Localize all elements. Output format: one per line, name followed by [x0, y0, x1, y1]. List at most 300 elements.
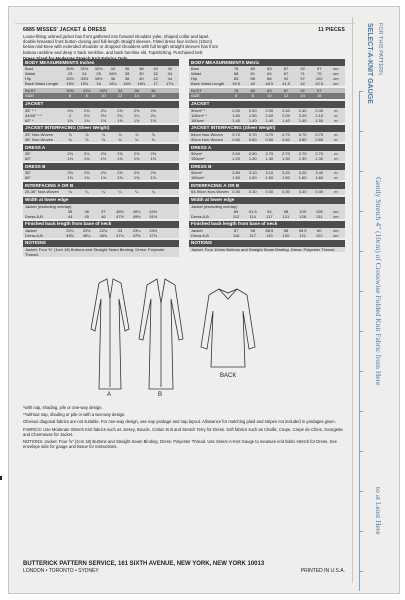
- cell: 44: [167, 76, 173, 82]
- cell: 17: [153, 81, 158, 87]
- yardage-block: [23, 182, 179, 194]
- ruler-tick: [360, 291, 363, 292]
- cell: 2.40: [282, 107, 290, 113]
- yardage-heading: DRESS A: [23, 144, 179, 151]
- cell: 1⅜: [150, 156, 157, 162]
- cell: 30½: [66, 66, 75, 71]
- cell: 2⅛: [100, 112, 107, 118]
- cell: 40: [139, 76, 144, 82]
- row-label: BUST: [191, 88, 202, 94]
- cell: 28: [124, 71, 130, 77]
- gauge-instruction: Gently Stretch 4" (10cm) of Crosswise Folded Knit Fabric from Here: [374, 177, 383, 386]
- yardage-heading: NOTIONS: [189, 240, 345, 247]
- row-label: Waist: [25, 71, 35, 77]
- cell: 1⅝: [117, 175, 123, 181]
- cell: 24: [82, 71, 87, 77]
- yardage-body: [189, 228, 345, 238]
- row-label: 25" Non-Woven: [25, 131, 54, 137]
- cell: 0.70: [315, 131, 324, 137]
- gauge-for-pattern: FOR THIS PATTERN: [377, 23, 383, 75]
- ruler-tick: [360, 331, 363, 332]
- cell: 2.70: [315, 151, 324, 157]
- cell: 46¾: [99, 232, 108, 238]
- cell: 23: [67, 71, 73, 77]
- cell: [163, 137, 177, 142]
- row-label: Jacket (excluding overlap): [191, 203, 238, 209]
- yardage-body: [23, 132, 179, 142]
- cell: m: [334, 175, 338, 181]
- cell: 44: [67, 213, 73, 219]
- pattern-number: 6885 MISSES' JACKET & DRESS: [23, 27, 107, 33]
- row-label: 90cm*: [191, 151, 203, 157]
- cell: 1.40: [248, 117, 257, 123]
- yardage-block: [23, 163, 179, 180]
- cell: 45¾: [66, 232, 75, 238]
- cell: 0.30: [265, 189, 274, 195]
- row-values: [229, 156, 343, 161]
- cell: ¾: [134, 136, 139, 142]
- label-a: A: [107, 392, 112, 398]
- chart-row: [189, 214, 345, 219]
- cell: ¼: [101, 189, 106, 195]
- cell: 116: [232, 232, 240, 238]
- cell: 117: [249, 232, 256, 238]
- inches-chart: [23, 59, 179, 259]
- chart-row: [23, 118, 179, 123]
- yardage-charts: [23, 59, 345, 257]
- edge-mark: [0, 476, 2, 480]
- chart-row: [23, 93, 179, 98]
- cell: 67: [283, 71, 289, 77]
- measurements-heading: BODY MEASUREMENTS Metric: [189, 59, 345, 66]
- row-label: Dress A,B: [191, 213, 209, 219]
- cell: 61: [250, 71, 255, 77]
- cell: 94: [267, 208, 272, 214]
- cell: 41.5: [282, 81, 290, 87]
- pattern-header: [23, 27, 345, 33]
- cell: 64: [267, 71, 272, 77]
- chart-row: [189, 156, 345, 161]
- yardage-heading: JACKET: [23, 101, 179, 108]
- cell: ¼: [151, 189, 155, 195]
- cell: 1.30: [265, 156, 274, 162]
- cell: m: [334, 107, 338, 113]
- yardage-body: [23, 108, 179, 123]
- size-block: [189, 88, 345, 98]
- cell: 38: [139, 66, 144, 71]
- cell: ¼: [134, 189, 139, 195]
- cell: 1.30: [282, 156, 290, 162]
- cell: 1.50: [232, 175, 241, 181]
- row-values: [63, 214, 177, 219]
- cell: 2⅝: [67, 170, 73, 176]
- cell: 60: [317, 227, 322, 233]
- jacket-back-drawing: [201, 289, 255, 367]
- yardage-body: [189, 247, 345, 252]
- cell: 1⅝: [133, 175, 140, 181]
- cell: [163, 175, 177, 180]
- cell: 2⅝: [100, 170, 107, 176]
- yardage-block: [23, 144, 179, 161]
- yardage-heading: NOTIONS: [23, 240, 179, 247]
- row-label: SIZE: [191, 93, 200, 99]
- row-label: Dress A,B: [25, 232, 43, 238]
- chart-row: [23, 214, 179, 219]
- cell: 1⅝: [100, 117, 107, 123]
- cell: 40½: [132, 208, 141, 214]
- cell: cm: [333, 227, 339, 233]
- cell: 1⅝: [117, 117, 123, 123]
- row-values: [229, 93, 343, 98]
- cell: 0.30: [232, 189, 241, 195]
- pattern-description: Loose-fitting unlined jacket has front gathered into forward shoulder yoke, shaped collar and lapel, double breasted front button closing and full-length straight sleeves. Fitted dress four inches (10cm) below mid-knee with extended shoulder or dropped shoulders with full length straight sleeves has front bateau neckline and deep V back neckline, and back hemline slit. Topstitching. Purchased belt.: [23, 34, 218, 55]
- yardage-body: [189, 170, 345, 180]
- cell: 26½: [108, 71, 117, 77]
- row-values: [63, 156, 177, 161]
- yardage-block: [189, 163, 345, 180]
- cell: 1.40: [232, 117, 241, 123]
- cell: 119: [266, 232, 273, 238]
- cell: cm: [333, 81, 339, 87]
- cell: 34: [117, 88, 123, 94]
- cell: 49½: [132, 213, 141, 219]
- cell: m: [334, 112, 338, 118]
- publisher-address: BUTTERICK PATTERN SERVICE, 161 SIXTH AVENUE, NEW YORK, NEW YORK 10013: [23, 561, 265, 567]
- cell: [163, 118, 177, 123]
- cell: ⅞: [151, 131, 155, 137]
- chart-row: [23, 189, 179, 194]
- yardage-block: [23, 240, 179, 257]
- cell: 2.40: [298, 107, 307, 113]
- cell: 17¼: [165, 81, 174, 87]
- cell: 58: [250, 227, 255, 233]
- cell: 34: [167, 71, 173, 77]
- row-label: Bust: [191, 66, 200, 71]
- cell: 23½: [149, 227, 158, 233]
- row-label: Back Waist Length: [191, 81, 225, 87]
- cell: 46¼: [82, 232, 91, 238]
- cell: 92: [300, 88, 305, 94]
- cell: cm: [333, 232, 339, 238]
- cell: [329, 93, 343, 98]
- note-notions: NOTIONS: Jacket: Four ⅝" (1cm 18) Buttons and Straight Seam Binding. Dress: Polyester Thread. Use Select-A-Knit Gauge to measure knit fabric stretch for Dress. See envelope side for gauge and tissue for instructions.: [23, 439, 337, 450]
- cell: 42.5: [315, 81, 324, 87]
- cell: ¾: [101, 136, 106, 142]
- cell: 16: [96, 81, 101, 87]
- cell: 1.60: [298, 175, 307, 181]
- ruler-tick: [360, 251, 363, 252]
- cell: 47½: [132, 232, 141, 238]
- row-label: 35" * *: [25, 107, 37, 113]
- cell: 38: [151, 88, 156, 94]
- cell: 42: [167, 66, 173, 71]
- row-label: Waist: [191, 71, 201, 77]
- cell: 87: [283, 66, 289, 71]
- yardage-block: [189, 197, 345, 219]
- cell: m: [334, 136, 338, 142]
- cell: 12: [117, 93, 123, 99]
- yardage-body: [189, 132, 345, 142]
- dress-b-drawing: [139, 279, 183, 389]
- cell: 102: [315, 76, 323, 82]
- cell: 1⅝: [83, 175, 90, 181]
- cell: 0.30: [298, 189, 307, 195]
- cell: 34: [110, 66, 116, 71]
- envelope-flap-line: [15, 13, 355, 24]
- cell: 1⅜: [83, 156, 90, 162]
- cell: 2⅝: [83, 170, 90, 176]
- yardage-block: [189, 101, 345, 123]
- cell: 2⅝: [133, 107, 140, 113]
- cell: 0.30: [315, 189, 324, 195]
- cell: 0.30: [248, 189, 257, 195]
- cell: 32½: [66, 76, 75, 82]
- cell: 1⅝: [67, 117, 73, 123]
- cell: 91.5: [248, 208, 257, 214]
- yardage-body: [23, 170, 179, 180]
- yardage-body: [23, 189, 179, 194]
- cell: 78: [233, 88, 239, 94]
- cell: ¾: [118, 136, 122, 142]
- row-label: Bust: [25, 66, 34, 71]
- cell: 1⅝: [83, 117, 90, 123]
- cell: 97: [300, 76, 305, 82]
- cell: 2⅝: [117, 107, 123, 113]
- cell: 6: [69, 93, 72, 99]
- cities: LONDON • TORONTO • SYDNEY: [23, 568, 99, 574]
- yardage-block: [23, 125, 179, 142]
- yardage-block: [189, 125, 345, 142]
- ruler-tick: [360, 91, 363, 92]
- cell: 2⅝: [150, 170, 157, 176]
- cell: 2.00: [265, 107, 274, 113]
- cell: 92: [283, 76, 289, 82]
- row-label: Back Waist Length: [25, 81, 59, 87]
- cell: 3.10: [265, 170, 274, 176]
- cell: ⅞: [68, 131, 72, 137]
- cell: 1⅝: [67, 175, 73, 181]
- cell: m: [334, 189, 338, 195]
- yardage-body: [189, 151, 345, 161]
- yardage-body: [23, 247, 179, 257]
- cell: 2.00: [248, 107, 257, 113]
- cell: 47¾: [149, 232, 158, 238]
- row-values: [229, 214, 343, 219]
- yardage-heading: INTERFACING A OR B: [189, 182, 345, 189]
- cell: 2⅝: [150, 151, 157, 157]
- cell: 1⅝: [100, 175, 107, 181]
- cell: 1.90: [248, 112, 257, 118]
- cell: 1.80: [232, 112, 241, 118]
- metric-chart: [189, 59, 345, 254]
- city-line: [23, 568, 345, 575]
- cell: 2.00: [298, 112, 307, 118]
- cell: 23: [117, 227, 123, 233]
- cell: ¼: [85, 189, 89, 195]
- chart-row: [189, 118, 345, 123]
- cell: 16: [317, 93, 322, 99]
- cell: 2.60: [248, 151, 257, 157]
- row-values: [229, 175, 343, 180]
- yardage-heading: JACKET INTERFACING (Sheer Weight): [23, 125, 179, 132]
- cell: 36: [124, 66, 130, 71]
- cell: 117: [266, 213, 273, 219]
- cell: 1⅜: [67, 156, 73, 162]
- cell: 2.70: [265, 151, 274, 157]
- label-back: BACK: [220, 373, 237, 379]
- chart-row: [189, 233, 345, 238]
- cell: 1.60: [315, 175, 324, 181]
- cell: 2.00: [282, 112, 290, 118]
- cell: 0.60: [298, 136, 307, 142]
- yardage-heading: DRESS A: [189, 144, 345, 151]
- cell: 2¼: [133, 112, 140, 118]
- row-label: 64cm Non-Woven: [191, 131, 223, 137]
- yardage-heading: Width at lower edge: [23, 197, 179, 204]
- cell: 1.40: [298, 117, 307, 123]
- cell: 14: [300, 93, 305, 99]
- cell: 1.40: [265, 117, 274, 123]
- yardage-heading: Finished back length from base of neck: [189, 221, 345, 228]
- cell: 2: [69, 112, 72, 118]
- cell: 47¼: [116, 232, 124, 238]
- cell: 89: [233, 208, 239, 214]
- row-label: SIZE: [25, 93, 34, 99]
- cell: 38: [124, 76, 130, 82]
- publisher-footer: [23, 561, 345, 575]
- cell: [163, 93, 177, 98]
- ruler-tick: [360, 211, 363, 212]
- yardage-block: [189, 240, 345, 252]
- cell: 2⅝: [133, 151, 140, 157]
- measurements-body: [23, 66, 179, 86]
- row-label: 35": [25, 170, 31, 176]
- row-label: 60" *: [25, 117, 34, 123]
- cell: 1.30: [298, 156, 307, 162]
- cell: ⅞: [134, 131, 139, 137]
- cell: 0.30: [282, 189, 290, 195]
- chart-row: [189, 81, 345, 86]
- cell: ⅞: [101, 131, 106, 137]
- cell: 112: [232, 213, 240, 219]
- cell: cm: [333, 208, 339, 214]
- ruler-tick: [360, 491, 363, 492]
- cell: 98: [283, 208, 289, 214]
- yardage-heading: JACKET: [189, 101, 345, 108]
- row-label: Jacket: [25, 227, 37, 233]
- measurements-body: [189, 66, 345, 86]
- cell: 92: [300, 66, 305, 71]
- row-values: [229, 233, 343, 238]
- yardage-body: [23, 228, 179, 238]
- cell: 80: [250, 66, 255, 71]
- row-values: [229, 118, 343, 123]
- yardage-block: [189, 221, 345, 238]
- row-label: 150cm*: [191, 117, 205, 123]
- cell: 15¾: [80, 81, 89, 87]
- cell: m: [334, 131, 338, 137]
- cell: 35: [67, 208, 73, 214]
- note-without-nap: **without nap, shading or pile or with a two-way design.: [23, 412, 126, 418]
- cell: cm: [333, 76, 339, 82]
- cell: 10: [267, 93, 272, 99]
- cell: cm: [333, 213, 339, 219]
- cell: 42: [153, 76, 158, 82]
- yardage-block: [189, 182, 345, 194]
- cell: 1⅝: [150, 117, 157, 123]
- measurements-block: [23, 59, 179, 86]
- cell: 16¾: [137, 81, 146, 87]
- cell: [163, 189, 177, 194]
- cell: 0.60: [282, 136, 290, 142]
- row-values: [63, 81, 177, 86]
- notions-text: Jacket: Four 10mm Buttons and Straight Seam Binding. Dress: Polyester Thread.: [191, 246, 335, 252]
- yardage-body: [189, 108, 345, 123]
- yardage-heading: JACKET INTERFACING (Sheer Weight): [189, 125, 345, 132]
- piece-count: 11 PIECES: [318, 27, 345, 33]
- cell: 57: [233, 227, 239, 233]
- cell: 36: [84, 208, 89, 214]
- gauge-ruler: [359, 91, 364, 591]
- chart-row: [189, 175, 345, 180]
- cell: cm: [333, 71, 339, 77]
- yardage-block: [23, 221, 179, 238]
- cell: 2.60: [232, 151, 241, 157]
- row-label: 150cm*: [191, 175, 205, 181]
- cell: 58.5: [265, 227, 274, 233]
- cell: 121: [282, 213, 290, 219]
- cell: 1⅝: [150, 175, 157, 181]
- cell: 2⅝: [117, 151, 123, 157]
- cell: 32½: [94, 66, 103, 71]
- cell: 83: [233, 76, 239, 82]
- chart-row: [189, 93, 345, 98]
- cell: 2⅛: [83, 112, 90, 118]
- cell: 0.60: [315, 136, 324, 142]
- row-label: Dress A,B: [191, 232, 209, 238]
- cell: 1.30: [248, 156, 257, 162]
- cell: m: [334, 117, 338, 123]
- measurements-block: [189, 59, 345, 86]
- cell: 36: [134, 88, 139, 94]
- ruler-tick: [360, 171, 363, 172]
- row-values: [63, 189, 177, 194]
- cell: 0.70: [232, 131, 241, 137]
- cell: 46: [101, 213, 106, 219]
- cell: 131: [315, 213, 323, 219]
- chart-row: [23, 156, 179, 161]
- cell: 88: [267, 76, 272, 82]
- cell: 12: [283, 93, 289, 99]
- chart-row: [23, 81, 179, 86]
- size-block: [23, 88, 179, 98]
- dress-a-drawing: [91, 279, 129, 389]
- cell: 2.70: [282, 151, 290, 157]
- yardage-heading: DRESS B: [189, 163, 345, 170]
- cell: 2⅜: [100, 107, 107, 113]
- cell: 16¼: [108, 81, 117, 87]
- chart-row: [189, 137, 345, 142]
- yardage-heading: DRESS B: [23, 163, 179, 170]
- chart-row: [23, 175, 179, 180]
- ruler-tick: [360, 371, 363, 372]
- row-label: 64-90cm Non-Woven: [191, 189, 229, 195]
- row-label: 35": [25, 151, 31, 157]
- row-values: [229, 81, 343, 86]
- ruler-tick: [360, 571, 363, 572]
- pattern-info: [23, 27, 345, 61]
- cell: 23¼: [132, 227, 141, 233]
